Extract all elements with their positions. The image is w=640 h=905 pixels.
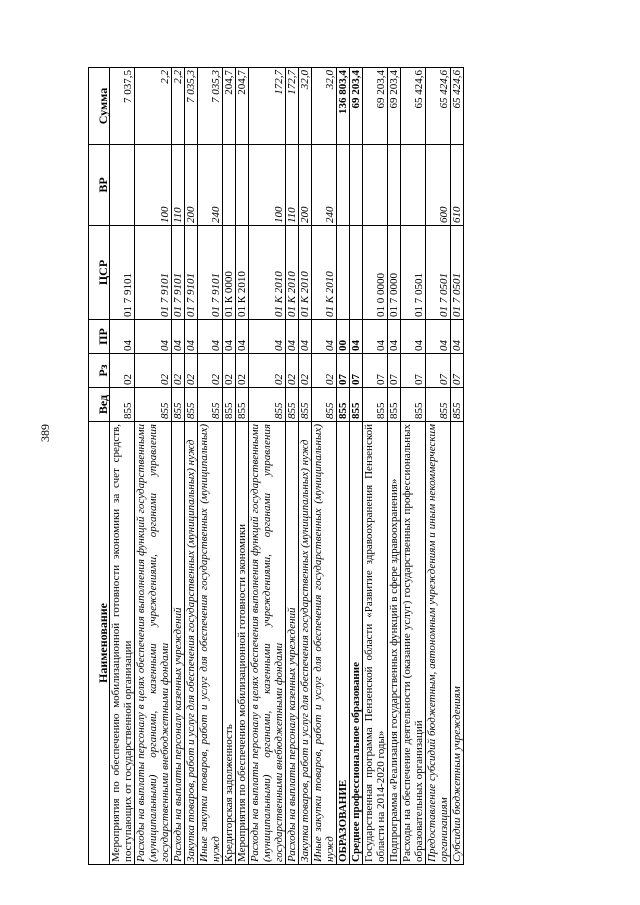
cell-name: Субсидии бюджетным учреждениям	[451, 422, 464, 865]
cell-pr: 04	[401, 320, 426, 354]
cell-sum: 204,7	[223, 68, 236, 145]
cell-sum: 65 424,6	[451, 68, 464, 145]
cell-csr: 01 7 0501	[426, 226, 451, 320]
cell-rz: 02	[312, 354, 337, 388]
cell-vr	[236, 145, 249, 226]
cell-sum: 2,2	[172, 68, 185, 145]
cell-vr	[223, 145, 236, 226]
table-body	[110, 68, 464, 865]
cell-name: Подпрограмма «Реализация государственных функций в сфере здравоохранения»	[388, 422, 401, 865]
table-row	[337, 68, 350, 865]
cell-name: Расходы на обеспечение деятельности (оказание услуг) государственных профессиональных образовательных организаций	[401, 422, 426, 865]
cell-ved: 855	[236, 388, 249, 422]
cell-ved: 855	[388, 388, 401, 422]
cell-pr: 04	[198, 320, 223, 354]
cell-rz: 02	[198, 354, 223, 388]
cell-vr: 600	[426, 145, 451, 226]
table-row	[110, 68, 135, 865]
cell-vr	[363, 145, 388, 226]
cell-name: Мероприятия по обеспечению мобилизационной готовности экономики	[236, 422, 249, 865]
cell-pr: 04	[223, 320, 236, 354]
cell-name: Закупка товаров, работ и услуг для обеспечения государственных (муниципальных) нужд	[299, 422, 312, 865]
cell-csr: 01 7 0501	[451, 226, 464, 320]
cell-csr: 01 7 9101	[110, 226, 135, 320]
cell-name: Расходы на выплаты персоналу казенных учреждений	[172, 422, 185, 865]
cell-csr: 01 К 2010	[312, 226, 337, 320]
cell-rz: 02	[286, 354, 299, 388]
cell-vr	[350, 145, 363, 226]
cell-sum: 69 203,4	[363, 68, 388, 145]
cell-sum: 172,7	[249, 68, 286, 145]
cell-name: Мероприятия по обеспечению мобилизационной готовности экономики за счет средств, поступающих от государственной организации	[110, 422, 135, 865]
cell-rz: 07	[426, 354, 451, 388]
cell-vr: 240	[312, 145, 337, 226]
cell-rz: 02	[236, 354, 249, 388]
cell-name: Закупка товаров, работ и услуг для обеспечения государственных (муниципальных) нужд	[185, 422, 198, 865]
rotated-table-wrapper	[88, 68, 612, 865]
cell-sum: 172,7	[286, 68, 299, 145]
header-vr: ВР	[89, 145, 110, 226]
header-csr: ЦСР	[89, 226, 110, 320]
table-row	[426, 68, 451, 865]
cell-ved: 855	[426, 388, 451, 422]
cell-vr: 100	[135, 145, 172, 226]
cell-csr: 01 К 2010	[286, 226, 299, 320]
header-sum: Сумма	[89, 68, 110, 145]
table-row	[312, 68, 337, 865]
table-row	[185, 68, 198, 865]
cell-rz: 02	[110, 354, 135, 388]
cell-rz: 07	[388, 354, 401, 388]
cell-vr: 100	[249, 145, 286, 226]
header-ved: Вед	[89, 388, 110, 422]
cell-vr: 200	[299, 145, 312, 226]
cell-csr: 01 7 9101	[198, 226, 223, 320]
cell-csr: 01 7 0501	[401, 226, 426, 320]
cell-pr: 04	[388, 320, 401, 354]
cell-pr: 04	[172, 320, 185, 354]
cell-sum: 7 035,3	[185, 68, 198, 145]
cell-vr	[401, 145, 426, 226]
cell-name: ОБРАЗОВАНИЕ	[337, 422, 350, 865]
cell-ved: 855	[286, 388, 299, 422]
table-row	[451, 68, 464, 865]
cell-pr: 04	[363, 320, 388, 354]
cell-ved: 855	[223, 388, 236, 422]
cell-vr: 110	[172, 145, 185, 226]
cell-csr: 01 К 2010	[299, 226, 312, 320]
table-row	[223, 68, 236, 865]
cell-name: Среднее профессиональное образование	[350, 422, 363, 865]
cell-csr	[337, 226, 350, 320]
cell-pr: 04	[286, 320, 299, 354]
cell-sum: 65 424,6	[426, 68, 451, 145]
cell-ved: 855	[312, 388, 337, 422]
cell-rz: 07	[401, 354, 426, 388]
cell-name: Иные закупки товаров, работ и услуг для обеспечения государственных (муниципальных) нужд	[312, 422, 337, 865]
table-row	[401, 68, 426, 865]
cell-ved: 855	[401, 388, 426, 422]
table-header-row	[89, 68, 110, 865]
cell-sum: 7 037,5	[110, 68, 135, 145]
cell-vr: 200	[185, 145, 198, 226]
cell-sum: 69 203,4	[350, 68, 363, 145]
cell-ved: 855	[185, 388, 198, 422]
cell-rz: 02	[185, 354, 198, 388]
cell-sum: 32,0	[299, 68, 312, 145]
cell-ved: 855	[363, 388, 388, 422]
cell-sum: 2,2	[135, 68, 172, 145]
cell-csr	[350, 226, 363, 320]
cell-rz: 07	[350, 354, 363, 388]
cell-rz: 07	[451, 354, 464, 388]
table-row	[135, 68, 172, 865]
cell-rz: 02	[172, 354, 185, 388]
cell-vr	[337, 145, 350, 226]
table-row	[299, 68, 312, 865]
cell-ved: 855	[198, 388, 223, 422]
header-name: Наименование	[89, 422, 110, 865]
table-row	[236, 68, 249, 865]
cell-name: Расходы на выплаты персоналу казенных учреждений	[286, 422, 299, 865]
cell-rz: 07	[337, 354, 350, 388]
cell-vr: 110	[286, 145, 299, 226]
cell-ved: 855	[451, 388, 464, 422]
cell-name: Государственная программа Пензенской области «Развитие здравоохранения Пензенской области на 2014-2020 годы»	[363, 422, 388, 865]
cell-ved: 855	[299, 388, 312, 422]
cell-csr: 01 7 9101	[172, 226, 185, 320]
table-row	[286, 68, 299, 865]
cell-ved: 855	[172, 388, 185, 422]
cell-pr: 04	[312, 320, 337, 354]
page-number: 389	[38, 424, 52, 442]
table-row	[198, 68, 223, 865]
cell-ved: 855	[350, 388, 363, 422]
cell-pr: 04	[426, 320, 451, 354]
table-row	[388, 68, 401, 865]
cell-vr: 610	[451, 145, 464, 226]
cell-rz: 02	[223, 354, 236, 388]
table-row	[172, 68, 185, 865]
cell-pr: 04	[236, 320, 249, 354]
cell-rz: 02	[135, 354, 172, 388]
cell-name: Предоставление субсидий бюджетным, автономным учреждениям и иным некоммерческим организациям	[426, 422, 451, 865]
cell-vr	[110, 145, 135, 226]
cell-name: Иные закупки товаров, работ и услуг для обеспечения государственных (муниципальных) нужд	[198, 422, 223, 865]
cell-vr	[388, 145, 401, 226]
cell-name: Расходы на выплаты персоналу в целях обеспечения выполнения функций государственными (муниципальными) органами, казенными учреждениями, органами управления государственными внебюджетными фондами	[249, 422, 286, 865]
cell-rz: 02	[299, 354, 312, 388]
cell-csr: 01 0 0000	[363, 226, 388, 320]
budget-table	[88, 67, 464, 865]
cell-pr: 04	[135, 320, 172, 354]
cell-sum: 65 424,6	[401, 68, 426, 145]
cell-pr: 04	[451, 320, 464, 354]
cell-pr: 04	[350, 320, 363, 354]
cell-rz: 07	[363, 354, 388, 388]
cell-sum: 204,7	[236, 68, 249, 145]
cell-ved: 855	[249, 388, 286, 422]
cell-csr: 01 К 2010	[236, 226, 249, 320]
cell-sum: 7 035,3	[198, 68, 223, 145]
cell-ved: 855	[110, 388, 135, 422]
table-row	[249, 68, 286, 865]
cell-sum: 136 803,4	[337, 68, 350, 145]
cell-pr: 04	[249, 320, 286, 354]
cell-csr: 01 7 0000	[388, 226, 401, 320]
cell-csr: 01 7 9101	[185, 226, 198, 320]
cell-pr: 04	[299, 320, 312, 354]
cell-pr: 00	[337, 320, 350, 354]
cell-sum: 69 203,4	[388, 68, 401, 145]
cell-ved: 855	[337, 388, 350, 422]
table-row	[363, 68, 388, 865]
cell-csr: 01 К 2010	[249, 226, 286, 320]
cell-name: Кредиторская задолженность	[223, 422, 236, 865]
cell-pr: 04	[185, 320, 198, 354]
cell-sum: 32,0	[312, 68, 337, 145]
header-pr: ПР	[89, 320, 110, 354]
cell-rz: 02	[249, 354, 286, 388]
header-rz: Рз	[89, 354, 110, 388]
cell-csr: 01 К 0000	[223, 226, 236, 320]
cell-ved: 855	[135, 388, 172, 422]
cell-vr: 240	[198, 145, 223, 226]
cell-pr: 04	[110, 320, 135, 354]
table-row	[350, 68, 363, 865]
cell-csr: 01 7 9101	[135, 226, 172, 320]
cell-name: Расходы на выплаты персоналу в целях обеспечения выполнения функций государственными (муниципальными) органами, казенными учреждениями, органами управления государственными внебюджетными фондами	[135, 422, 172, 865]
